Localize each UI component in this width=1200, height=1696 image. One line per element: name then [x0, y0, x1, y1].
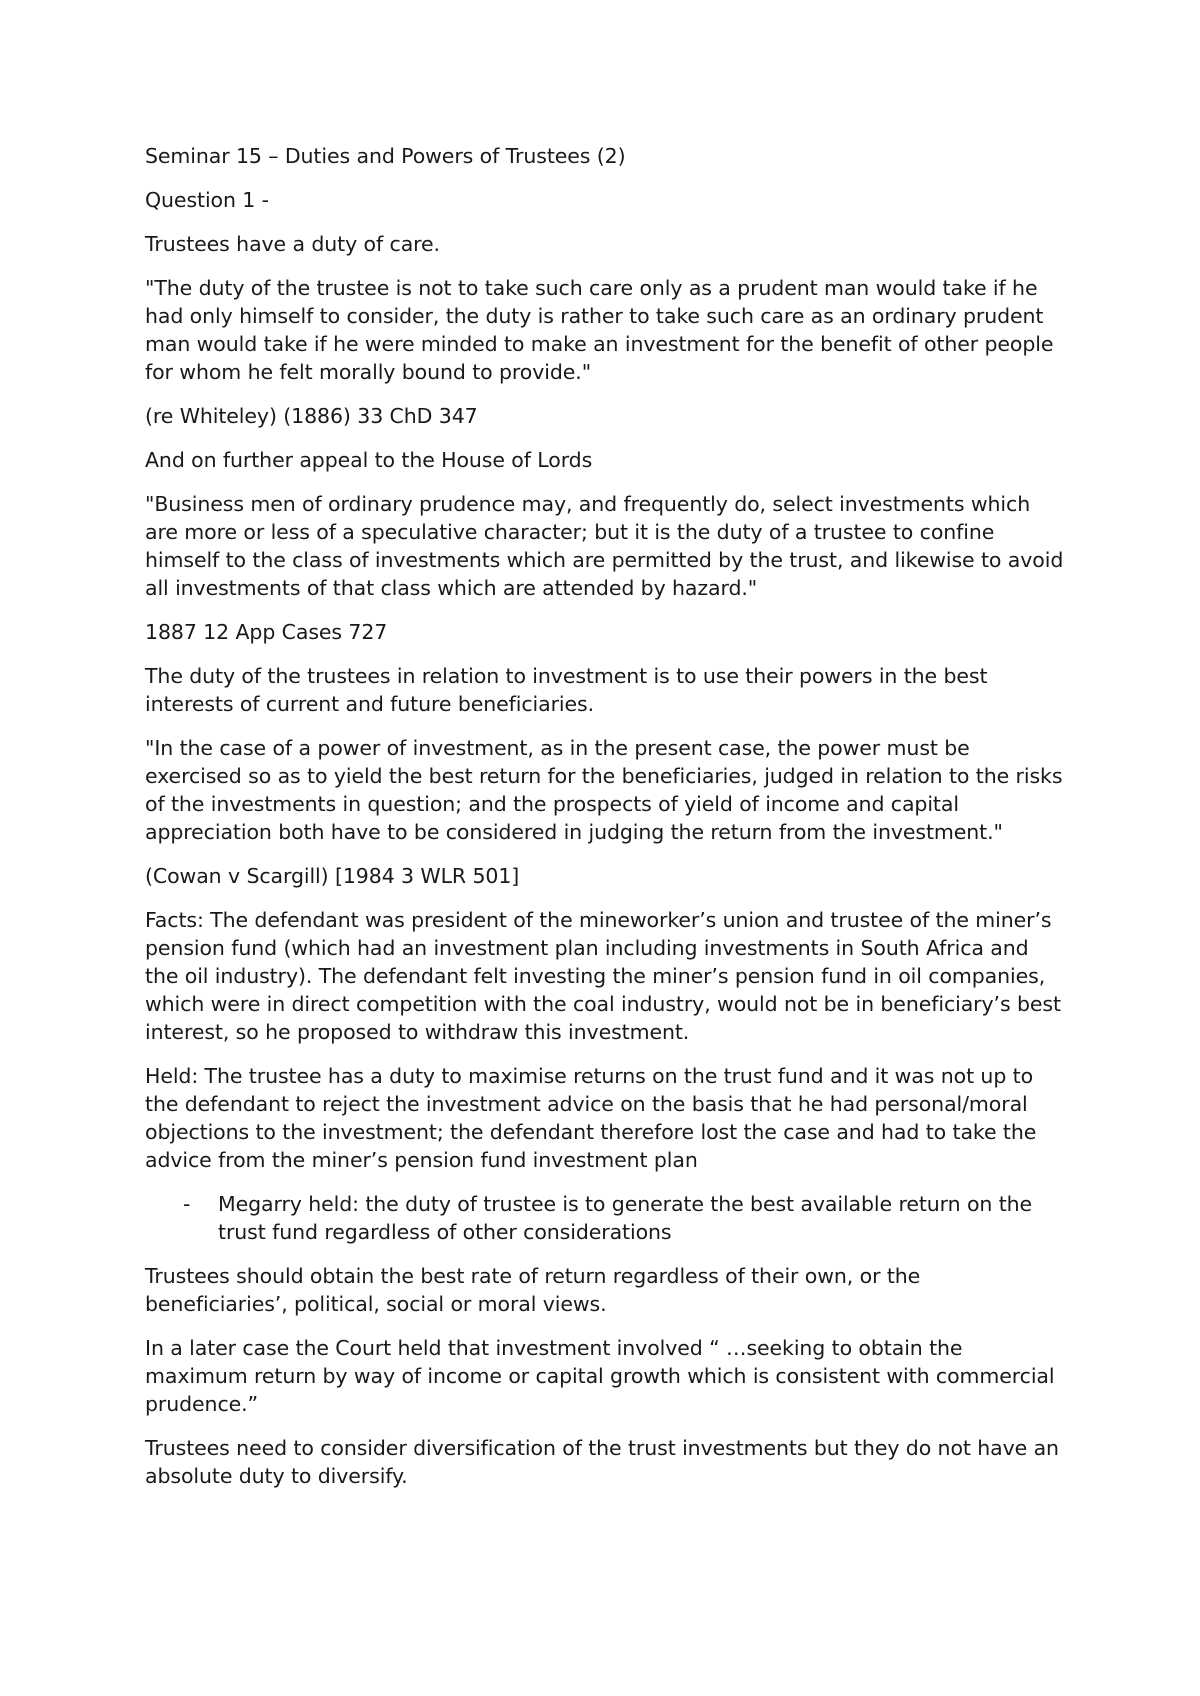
bullet-marker: - — [183, 1192, 191, 1216]
quote-power-of-investment: "In the case of a power of investment, as in the present case, the power must be exercised so as to yield the best return for the beneficiaries, judged in relation to the risks of the investments in question; and the prospects of yield of income and capital appreciation both have to be considered in judging the return from the investment." — [145, 736, 1063, 844]
list-item — [145, 1190, 1065, 1246]
paragraph-best-rate: Trustees should obtain the best rate of return regardless of their own, or the beneficiaries’, political, social or moral views. — [145, 1264, 921, 1316]
citation-cowan-scargill: (Cowan v Scargill) [1984 3 WLR 501] — [145, 864, 520, 888]
paragraph-duty-of-care: Trustees have a duty of care. — [145, 232, 440, 256]
bullet-text-megarry: Megarry held: the duty of trustee is to generate the best available return on the trust fund regardless of other considerations — [218, 1192, 1033, 1244]
question-heading: Question 1 - — [145, 188, 269, 212]
paragraph-investment-duty: The duty of the trustees in relation to investment is to use their powers in the best interests of current and future beneficiaries. — [145, 664, 988, 716]
paragraph-house-of-lords: And on further appeal to the House of Lords — [145, 448, 593, 472]
document-body — [145, 142, 1065, 1506]
quote-business-men: "Business men of ordinary prudence may, and frequently do, select investments which are more or less of a speculative character; but it is the duty of a trustee to confine himself to the class of investments which are permitted by the trust, and likewise to avoid all investments of that class which are attended by hazard." — [145, 492, 1064, 600]
document-title: Seminar 15 – Duties and Powers of Trustees (2) — [145, 144, 626, 168]
citation-whiteley: (re Whiteley) (1886) 33 ChD 347 — [145, 404, 478, 428]
paragraph-held: Held: The trustee has a duty to maximise returns on the trust fund and it was not up to the defendant to reject the investment advice on the basis that he had personal/moral objections to the investment; the defendant therefore lost the case and had to take the advice from the miner’s pension fund investment plan — [145, 1064, 1037, 1172]
paragraph-diversification: Trustees need to consider diversification of the trust investments but they do not have an absolute duty to diversify. — [145, 1436, 1059, 1488]
citation-app-cases: 1887 12 App Cases 727 — [145, 620, 388, 644]
paragraph-later-case: In a later case the Court held that investment involved “ …seeking to obtain the maximum return by way of income or capital growth which is consistent with commercial prudence.” — [145, 1336, 1055, 1416]
bullet-list — [145, 1190, 1065, 1246]
quote-whiteley: "The duty of the trustee is not to take such care only as a prudent man would take if he had only himself to consider, the duty is rather to take such care as an ordinary prudent man would take if he were minded to make an investment for the benefit of other people for whom he felt morally bound to provide." — [145, 276, 1054, 384]
paragraph-facts: Facts: The defendant was president of the mineworker’s union and trustee of the miner’s pension fund (which had an investment plan including investments in South Africa and the oil industry). The defendant felt investing the miner’s pension fund in oil companies, which were in direct competition with the coal industry, would not be in beneficiary’s best interest, so he proposed to withdraw this investment. — [145, 908, 1061, 1044]
